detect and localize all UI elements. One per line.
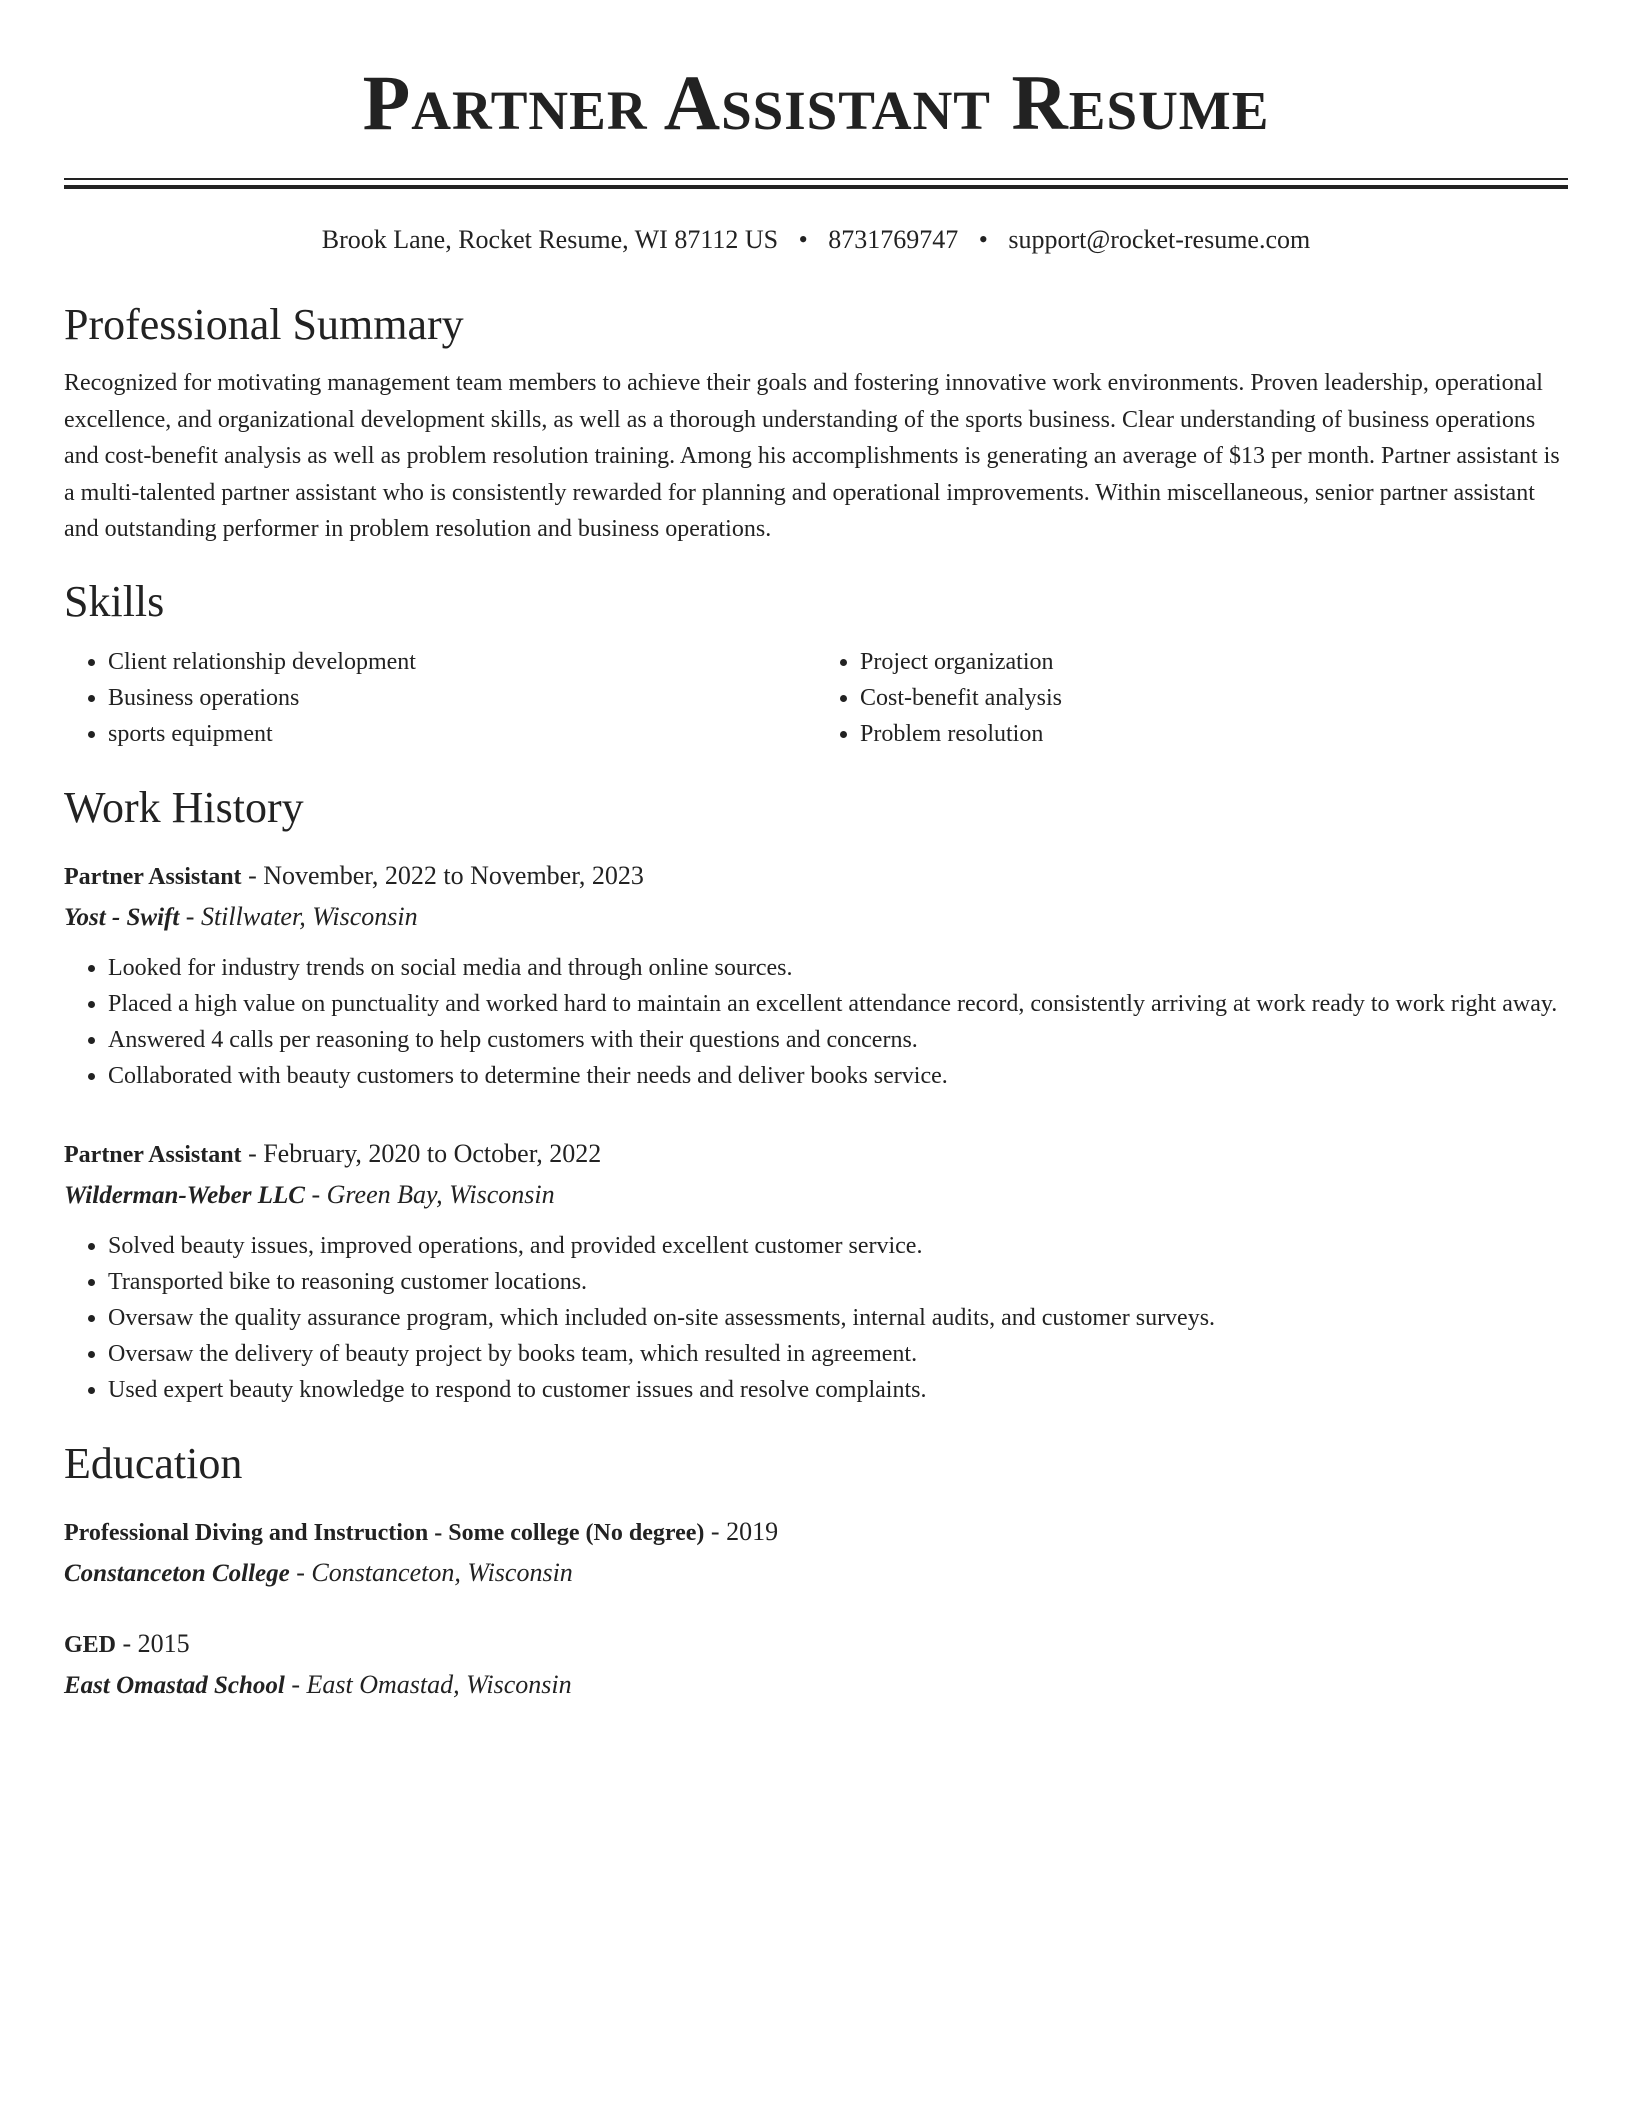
contact-email: support@rocket-resume.com — [1008, 225, 1311, 254]
job-bullet: • Looked for industry trends on social media and through online sources. — [108, 950, 1568, 986]
job-bullet: • Solved beauty issues, improved operations, and provided excellent customer service. — [108, 1228, 1568, 1264]
skill-item: • Client relationship development — [108, 644, 816, 680]
job-bullet: • Placed a high value on punctuality and worked hard to maintain an excellent attendance record, consistently arriving at work ready to work right away. — [108, 986, 1568, 1022]
education-location: - East Omastad, Wisconsin — [284, 1669, 572, 1699]
job-location: - Green Bay, Wisconsin — [304, 1179, 555, 1209]
summary-text: Recognized for motivating management team members to achieve their goals and fostering innovative work environments. Proven leadership, operational excellence, and organizational development skills, as well as a thorough understanding of the sports business. Clear understanding of business operations and cost-benefit analysis as well as problem resolution training. Among his accomplishments is generating an average of $13 per month. Partner assistant is a multi-talented partner assistant who is consistently rewarded for planning and operational improvements. Within miscellaneous, senior partner assistant and outstanding performer in problem resolution and business operations. — [64, 370, 1560, 542]
education-entry — [64, 1624, 1568, 1706]
job-dates: - February, 2020 to October, 2022 — [241, 1138, 602, 1168]
job-bullet: • Answered 4 calls per reasoning to help customers with their questions and concerns. — [108, 1022, 1568, 1058]
education-entry — [64, 1512, 1568, 1594]
job-bullets — [64, 950, 1568, 1094]
skills-right-list — [816, 644, 1568, 752]
contact-phone: 8731769747 — [828, 225, 959, 254]
skill-item: • Cost-benefit analysis — [860, 680, 1568, 716]
job-bullet: • Oversaw the quality assurance program, which included on-site assessments, internal audits, and customer surveys. — [108, 1300, 1568, 1336]
job-bullet: • Used expert beauty knowledge to respond to customer issues and resolve complaints. — [108, 1372, 1568, 1408]
education-school: Constanceton College — [64, 1559, 290, 1587]
education-degree: GED — [64, 1631, 117, 1658]
title-divider-thick — [64, 185, 1568, 189]
job-bullets — [64, 1228, 1568, 1408]
summary-heading: Professional Summary — [64, 300, 464, 349]
skills-columns — [64, 644, 1568, 752]
education-degree: Professional Diving and Instruction - Some college (No degree) — [64, 1519, 705, 1546]
skill-item: • Business operations — [108, 680, 816, 716]
summary-section — [64, 297, 1568, 548]
job-entry — [64, 1134, 1568, 1408]
job-role-line — [64, 1134, 1568, 1175]
job-company-line — [64, 1175, 1568, 1216]
education-degree-line — [64, 1624, 1568, 1665]
education-year: - 2019 — [704, 1516, 779, 1546]
work-history-section — [64, 780, 1568, 1408]
contact-separator: • — [978, 225, 988, 254]
education-school-line — [64, 1553, 1568, 1594]
job-location: - Stillwater, Wisconsin — [179, 901, 418, 931]
job-entry — [64, 856, 1568, 1094]
skill-item: • sports equipment — [108, 716, 816, 752]
job-company-line — [64, 897, 1568, 938]
education-year: - 2015 — [116, 1628, 190, 1658]
job-company: Wilderman-Weber LLC — [64, 1181, 305, 1209]
job-company: Yost - Swift — [64, 903, 180, 931]
job-role: Partner Assistant — [64, 1141, 242, 1168]
skill-item: • Project organization — [860, 644, 1568, 680]
education-school: East Omastad School — [64, 1671, 285, 1699]
job-role-line — [64, 856, 1568, 897]
contact-address: Brook Lane, Rocket Resume, WI 87112 US — [321, 225, 779, 254]
contact-line — [64, 223, 1568, 257]
job-bullet: • Oversaw the delivery of beauty project by books team, which resulted in agreement. — [108, 1336, 1568, 1372]
job-bullet: • Transported bike to reasoning customer locations. — [108, 1264, 1568, 1300]
education-location: - Constanceton, Wisconsin — [289, 1557, 573, 1587]
education-degree-line — [64, 1512, 1568, 1553]
skill-item: • Problem resolution — [860, 716, 1568, 752]
education-heading: Education — [64, 1438, 243, 1488]
skills-heading: Skills — [64, 576, 165, 626]
skills-left-list — [64, 644, 816, 752]
job-bullet: • Collaborated with beauty customers to determine their needs and deliver books service. — [108, 1058, 1568, 1094]
work-history-heading: Work History — [64, 782, 304, 832]
education-section — [64, 1436, 1568, 1706]
resume-title: Partner Assistant Resume — [362, 59, 1270, 146]
skills-section — [64, 574, 1568, 752]
contact-separator: • — [798, 225, 808, 254]
job-dates: - November, 2022 to November, 2023 — [241, 860, 644, 890]
education-school-line — [64, 1665, 1568, 1706]
title-divider-thin — [64, 178, 1568, 180]
job-role: Partner Assistant — [64, 863, 242, 890]
